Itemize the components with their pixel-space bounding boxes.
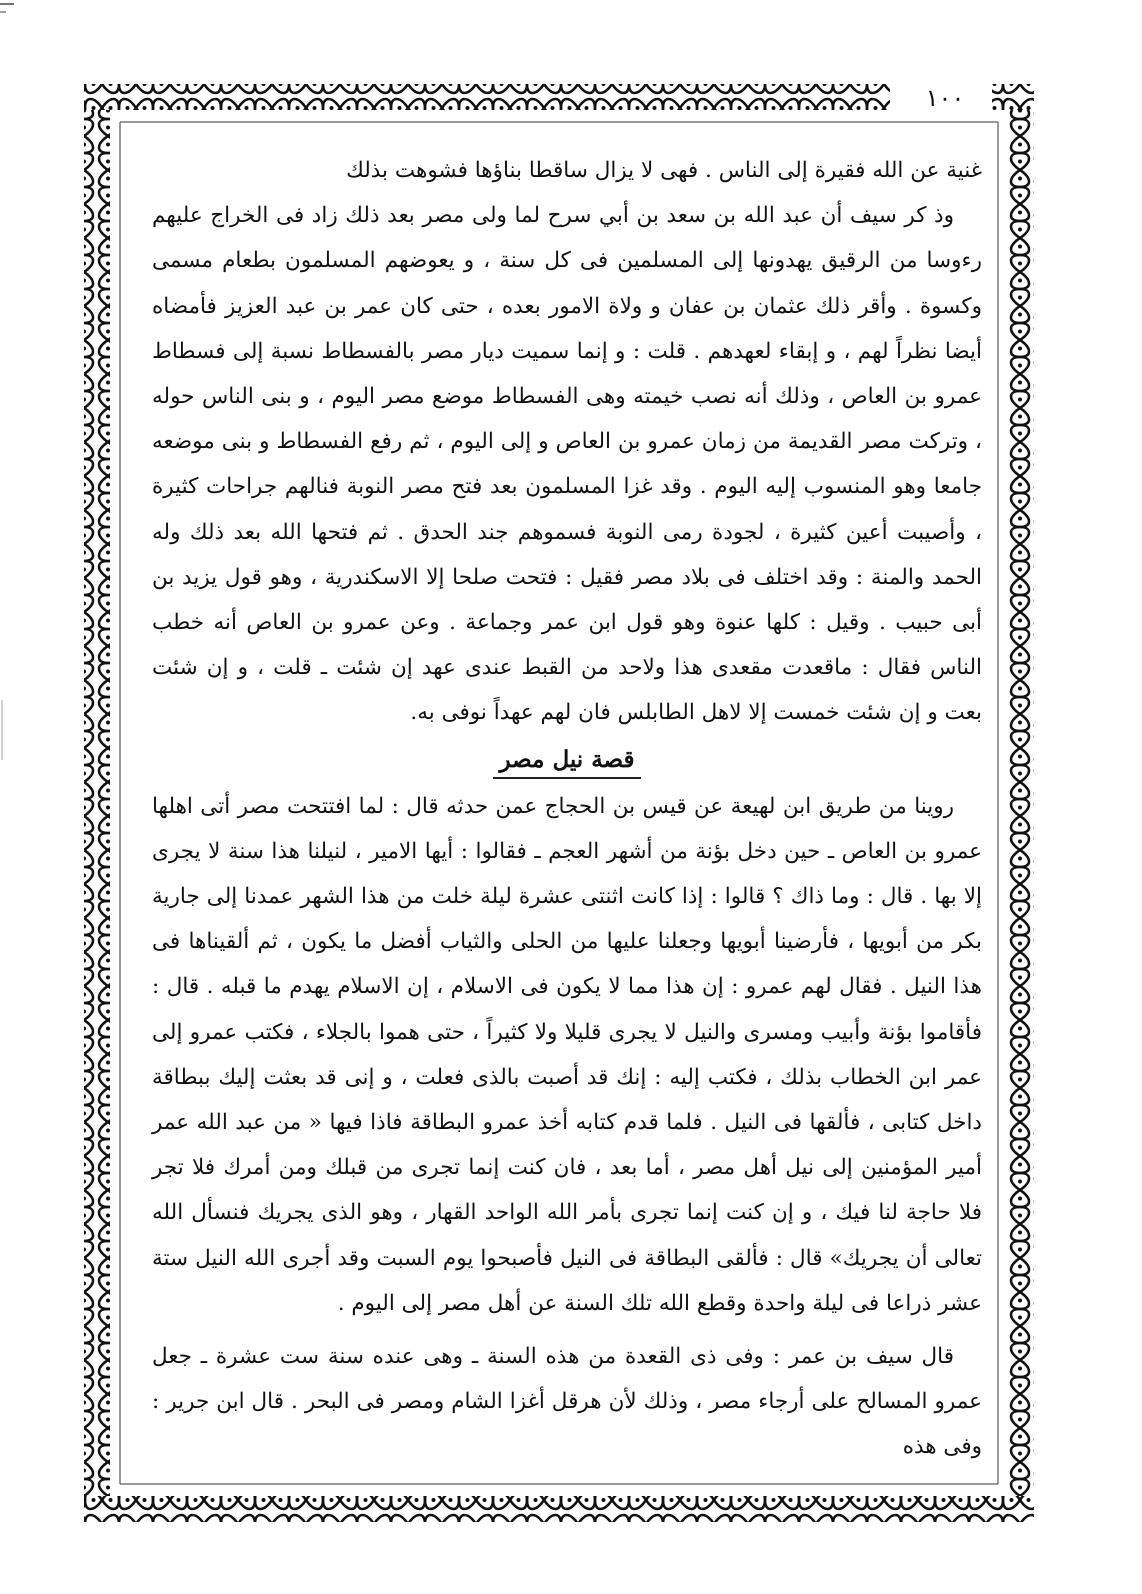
paragraph: روينا من طريق ابن لهيعة عن قيس بن الحجاج عمن حدثه قال : لما افتتحت مصر أتى اهلها عمرو بن العاص ـ حين دخل بؤنة من أشهر العجم ـ فقالوا : أيها الامير ، لنيلنا هذا سنة لا يجرى إلا بها . قال : وما ذاك ؟ قالوا : إذا كانت اثنتى عشرة ليلة خلت من هذا الشهر عمدنا إلى جارية بكر من أبويها ، فأرضينا أبويها وجعلنا عليها من الحلى والثياب أفضل ما يكون ، ثم ألقيناها فى هذا النيل . فقال لهم عمرو : إن هذا مما لا يكون فى الاسلام ، إن الاسلام يهدم ما قبله . قال : فأقاموا بؤنة وأبيب ومسرى والنيل لا يجرى قليلا ولا كثيراً ، حتى هموا بالجلاء ، فكتب عمرو إلى عمر ابن الخطاب بذلك ، فكتب إليه : إنك قد أصبت بالذى فعلت ، و إنى قد بعثت إليك ببطاقة داخل كتابى ، فألقها فى النيل . فلما قدم كتابه أخذ عمرو البطاقة فاذا فيها « من عبد الله عمر أمير المؤمنين إلى نيل أهل مصر ، أما بعد ، فان كنت إنما تجرى من قبلك ومن أمرك فلا تجر فلا حاجة لنا فيك ، و إن كنت إنما تجرى بأمر الله الواحد القهار ، وهو الذى يجريك فنسأل الله تعالى أن يجريك» قال : فألقى البطاقة فى النيل فأصبحوا يوم السبت وقد أجرى الله النيل ستة عشر ذراعا فى ليلة واحدة وقطع الله تلك السنة عن أهل مصر إلى اليوم . — [152, 793, 982, 1316]
section-heading-text: قصة نيل مصر — [493, 743, 640, 779]
page-number: ١٠٠ — [910, 84, 980, 112]
paragraph: قال سيف بن عمر : وفى ذى القعدة من هذه السنة ـ وهى عنده سنة ست عشرة ـ جعل عمرو المسالح على أرجاء مصر ، وذلك لأن هرقل أغزا الشام ومصر فى البحر . قال ابن جرير : وفى هذه — [152, 1344, 982, 1460]
section-heading — [152, 736, 982, 784]
paragraph: غنية عن الله فقيرة إلى الناس . فهى لا يزال ساقطا بناؤها فشوهت بذلك — [346, 158, 982, 183]
paragraph: وذ كر سيف أن عبد الله بن سعد بن أبي سرح لما ولى مصر بعد ذلك زاد فى الخراج عليهم رءوسا من الرقيق يهدونها إلى المسلمين فى كل سنة ، و يعوضهم المسلمون بطعام مسمى وكسوة . وأقر ذلك عثمان بن عفان و ولاة الامور بعده ، حتى كان عمر بن عبد العزيز فأمضاه أيضا نظراً لهم ، و إبقاء لعهدهم . قلت : و إنما سميت ديار مصر بالفسطاط نسبة إلى فسطاط عمرو بن العاص ، وذلك أنه نصب خيمته وهى الفسطاط موضع مصر اليوم ، و بنى الناس حوله ، وتركت مصر القديمة من زمان عمرو بن العاص و إلى اليوم ، ثم رفع الفسطاط و بنى موضعه جامعا وهو المنسوب إليه اليوم . وقد غزا المسلمون بعد فتح مصر النوبة فنالهم جراحات كثيرة ، وأصيبت أعين كثيرة ، لجودة رمى النوبة فسموهم جند الحدق . ثم فتحها الله بعد ذلك وله الحمد والمنة : وقد اختلف فى بلاد مصر فقيل : فتحت صلحا إلا الاسكندرية ، وهو قول يزيد بن أبى حبيب . وقيل : كلها عنوة وهو قول ابن عمر وجماعة . وعن عمرو بن العاص أنه خطب الناس فقال : ماقعدت مقعدى هذا ولاحد من القبط عندى عهد إن شئت ـ قلت ، و إن شئت بعت و إن شئت خمست إلا لاهل الطابلس فان لهم عهداً نوفى به. — [152, 203, 982, 726]
page-body — [152, 148, 982, 1470]
